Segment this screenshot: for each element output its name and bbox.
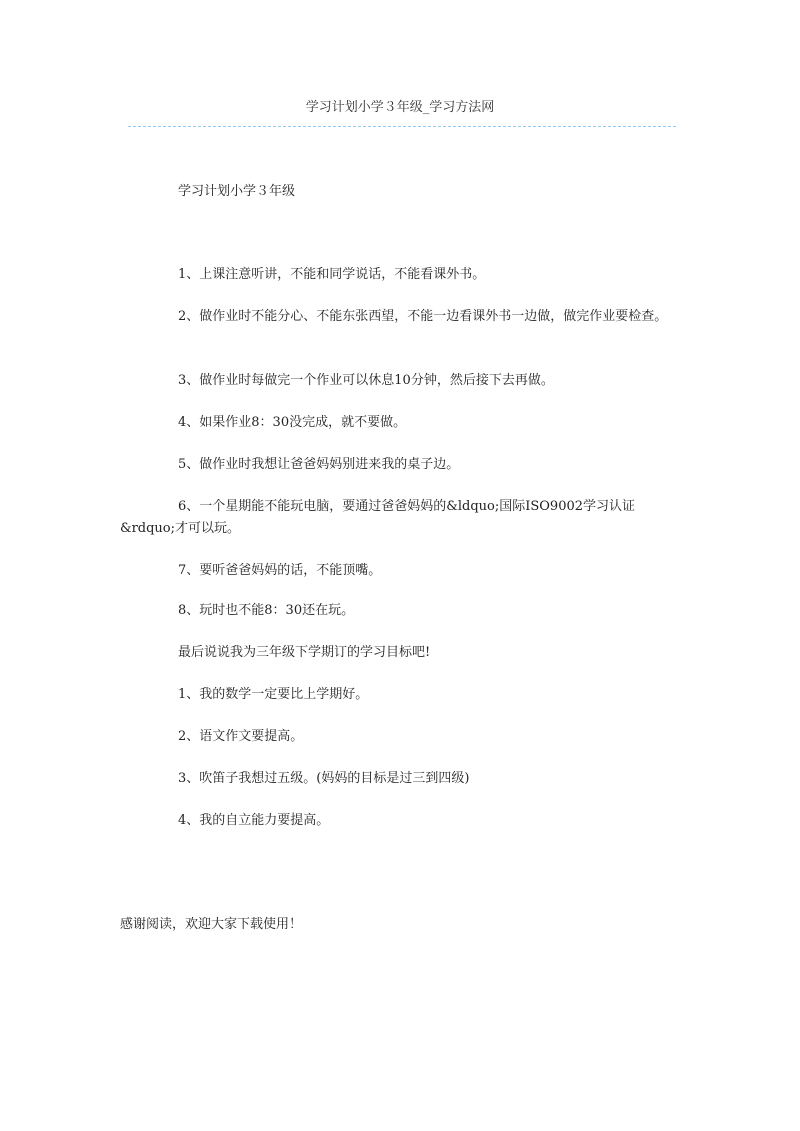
rule-item-1: 1、上课注意听讲，不能和同学说话，不能看课外书。 — [178, 267, 486, 282]
goal-item-4: 4、我的自立能力要提高。 — [178, 813, 330, 828]
rule-item-3: 3、做作业时每做完一个作业可以休息10分钟，然后接下去再做。 — [178, 373, 554, 388]
document-subtitle: 学习计划小学３年级 — [178, 184, 296, 199]
header-divider — [128, 126, 676, 127]
closing-message: 感谢阅读，欢迎大家下载使用！ — [120, 917, 303, 932]
goal-item-1: 1、我的数学一定要比上学期好。 — [178, 687, 369, 702]
goal-item-2: 2、语文作文要提高。 — [178, 729, 304, 744]
goals-intro: 最后说说我为三年级下学期订的学习目标吧! — [178, 645, 431, 660]
rule-item-7: 7、要听爸爸妈妈的话，不能顶嘴。 — [178, 563, 382, 578]
rule-item-4: 4、如果作业8：30没完成，就不要做。 — [178, 415, 407, 430]
page-header-title: 学习计划小学３年级_学习方法网 — [305, 100, 495, 115]
rule-item-6: 6、一个星期能不能玩电脑，要通过爸爸妈妈的&ldquo;国际ISO9002学习认证&rdquo;才可以玩。 — [120, 499, 636, 536]
rule-item-2: 2、做作业时不能分心、不能东张西望，不能一边看课外书一边做，做完作业要检查。 — [178, 309, 668, 324]
goal-item-3: 3、吹笛子我想过五级。(妈妈的目标是过三到四级) — [178, 771, 470, 786]
rule-item-5: 5、做作业时我想让爸爸妈妈别进来我的桌子边。 — [178, 457, 460, 472]
rule-item-8: 8、玩时也不能8：30还在玩。 — [178, 603, 355, 618]
